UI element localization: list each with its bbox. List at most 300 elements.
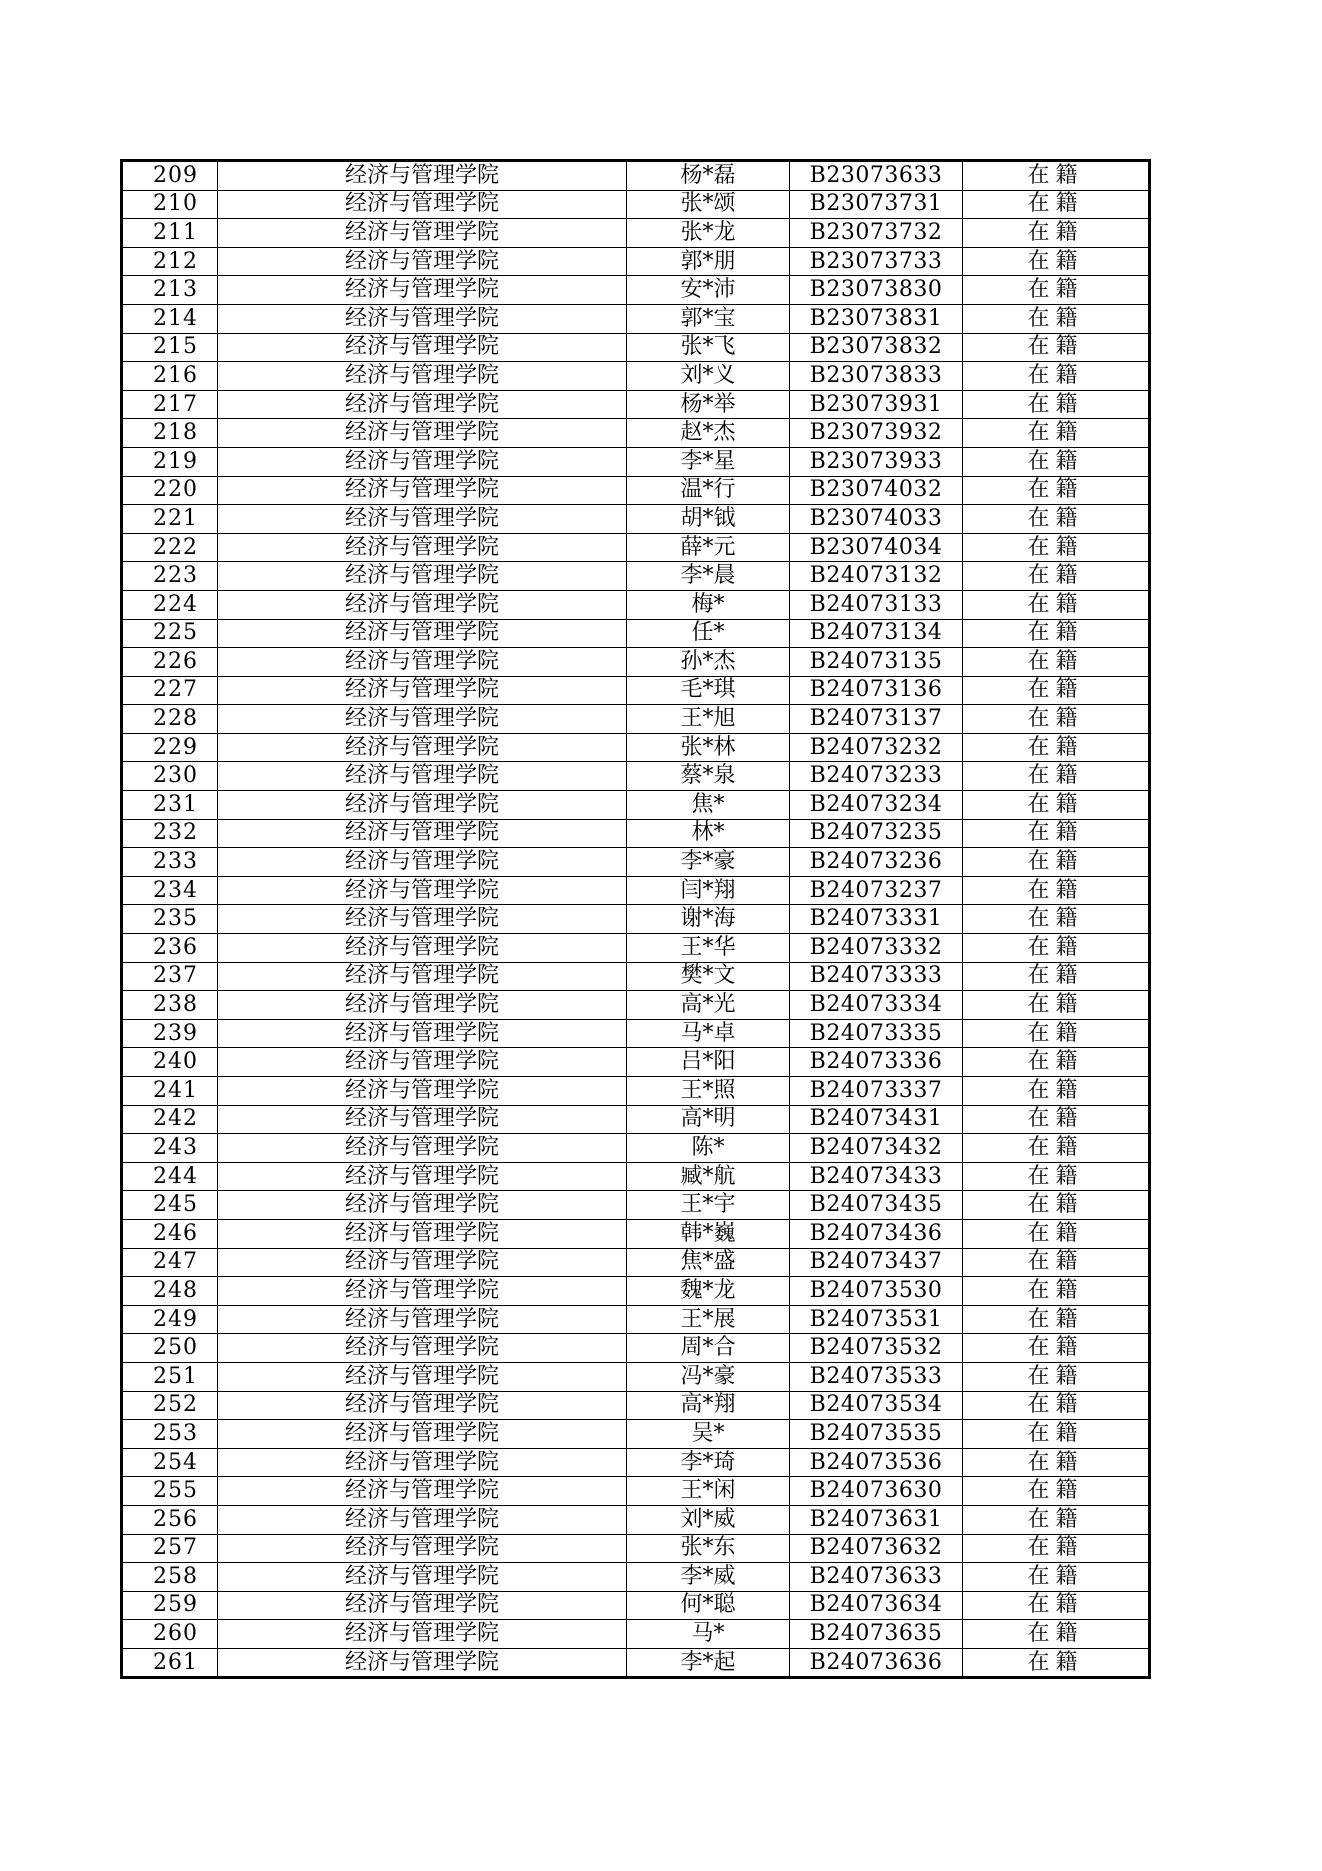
- enrollment-status-cell: 在籍: [963, 1477, 1150, 1506]
- student-name-cell: 张*东: [627, 1534, 790, 1563]
- enrollment-status-cell: 在籍: [963, 419, 1150, 448]
- student-id-cell: B23074034: [790, 533, 963, 562]
- row-number-cell: 229: [122, 733, 218, 762]
- student-name-cell: 刘*义: [627, 362, 790, 391]
- student-name-cell: 李*琦: [627, 1448, 790, 1477]
- student-id-cell: B24073136: [790, 676, 963, 705]
- row-number-cell: 220: [122, 476, 218, 505]
- student-id-cell: B24073334: [790, 991, 963, 1020]
- row-number-cell: 212: [122, 247, 218, 276]
- row-number-cell: 234: [122, 876, 218, 905]
- college-cell: 经济与管理学院: [218, 447, 627, 476]
- student-name-cell: 张*颂: [627, 190, 790, 219]
- row-number-cell: 219: [122, 447, 218, 476]
- college-cell: 经济与管理学院: [218, 304, 627, 333]
- student-name-cell: 樊*文: [627, 962, 790, 991]
- student-id-cell: B24073133: [790, 590, 963, 619]
- enrollment-status-cell: 在籍: [963, 705, 1150, 734]
- student-id-cell: B24073437: [790, 1248, 963, 1277]
- enrollment-status-cell: 在籍: [963, 1534, 1150, 1563]
- row-number-cell: 209: [122, 161, 218, 191]
- table-row: [122, 962, 1150, 991]
- table-row: [122, 1591, 1150, 1620]
- student-name-cell: 冯*豪: [627, 1362, 790, 1391]
- college-cell: 经济与管理学院: [218, 848, 627, 877]
- row-number-cell: 240: [122, 1048, 218, 1077]
- row-number-cell: 246: [122, 1219, 218, 1248]
- student-name-cell: 魏*龙: [627, 1277, 790, 1306]
- student-id-cell: B24073337: [790, 1077, 963, 1106]
- college-cell: 经济与管理学院: [218, 1391, 627, 1420]
- table-row: [122, 648, 1150, 677]
- table-row: [122, 905, 1150, 934]
- table-row: [122, 934, 1150, 963]
- enrollment-status-cell: 在籍: [963, 1648, 1150, 1678]
- row-number-cell: 215: [122, 333, 218, 362]
- student-name-cell: 胡*钺: [627, 505, 790, 534]
- enrollment-status-cell: 在籍: [963, 562, 1150, 591]
- college-cell: 经济与管理学院: [218, 562, 627, 591]
- college-cell: 经济与管理学院: [218, 1248, 627, 1277]
- student-id-cell: B24073232: [790, 733, 963, 762]
- table-row: [122, 1191, 1150, 1220]
- enrollment-status-cell: 在籍: [963, 1191, 1150, 1220]
- enrollment-status-cell: 在籍: [963, 1591, 1150, 1620]
- table-row: [122, 705, 1150, 734]
- college-cell: 经济与管理学院: [218, 1334, 627, 1363]
- row-number-cell: 257: [122, 1534, 218, 1563]
- student-id-cell: B24073335: [790, 1019, 963, 1048]
- table-row: [122, 1277, 1150, 1306]
- student-name-cell: 王*宇: [627, 1191, 790, 1220]
- college-cell: 经济与管理学院: [218, 1162, 627, 1191]
- student-roster-table: [120, 159, 1151, 1679]
- table-row: [122, 447, 1150, 476]
- table-row: [122, 1563, 1150, 1592]
- table-row: [122, 590, 1150, 619]
- student-name-cell: 杨*磊: [627, 161, 790, 191]
- table-row: [122, 1134, 1150, 1163]
- student-id-cell: B23073931: [790, 390, 963, 419]
- college-cell: 经济与管理学院: [218, 1191, 627, 1220]
- row-number-cell: 236: [122, 934, 218, 963]
- student-name-cell: 陈*: [627, 1134, 790, 1163]
- student-name-cell: 王*华: [627, 934, 790, 963]
- student-id-cell: B24073431: [790, 1105, 963, 1134]
- college-cell: 经济与管理学院: [218, 419, 627, 448]
- college-cell: 经济与管理学院: [218, 648, 627, 677]
- student-name-cell: 任*: [627, 619, 790, 648]
- student-id-cell: B24073134: [790, 619, 963, 648]
- college-cell: 经济与管理学院: [218, 1563, 627, 1592]
- student-name-cell: 高*明: [627, 1105, 790, 1134]
- enrollment-status-cell: 在籍: [963, 648, 1150, 677]
- student-name-cell: 杨*举: [627, 390, 790, 419]
- college-cell: 经济与管理学院: [218, 791, 627, 820]
- row-number-cell: 256: [122, 1505, 218, 1534]
- college-cell: 经济与管理学院: [218, 533, 627, 562]
- student-id-cell: B23073733: [790, 247, 963, 276]
- row-number-cell: 247: [122, 1248, 218, 1277]
- enrollment-status-cell: 在籍: [963, 447, 1150, 476]
- enrollment-status-cell: 在籍: [963, 1448, 1150, 1477]
- student-name-cell: 王*闲: [627, 1477, 790, 1506]
- row-number-cell: 213: [122, 276, 218, 305]
- college-cell: 经济与管理学院: [218, 876, 627, 905]
- row-number-cell: 226: [122, 648, 218, 677]
- row-number-cell: 251: [122, 1362, 218, 1391]
- college-cell: 经济与管理学院: [218, 1591, 627, 1620]
- row-number-cell: 249: [122, 1305, 218, 1334]
- student-id-cell: B23073633: [790, 161, 963, 191]
- table-row: [122, 676, 1150, 705]
- enrollment-status-cell: 在籍: [963, 876, 1150, 905]
- college-cell: 经济与管理学院: [218, 1019, 627, 1048]
- enrollment-status-cell: 在籍: [963, 934, 1150, 963]
- enrollment-status-cell: 在籍: [963, 276, 1150, 305]
- row-number-cell: 214: [122, 304, 218, 333]
- enrollment-status-cell: 在籍: [963, 1420, 1150, 1449]
- table-row: [122, 1219, 1150, 1248]
- student-name-cell: 毛*琪: [627, 676, 790, 705]
- table-row: [122, 476, 1150, 505]
- student-name-cell: 王*展: [627, 1305, 790, 1334]
- row-number-cell: 253: [122, 1420, 218, 1449]
- student-id-cell: B24073432: [790, 1134, 963, 1163]
- student-id-cell: B24073533: [790, 1362, 963, 1391]
- table-row: [122, 1105, 1150, 1134]
- enrollment-status-cell: 在籍: [963, 762, 1150, 791]
- table-row: [122, 1620, 1150, 1649]
- table-row: [122, 190, 1150, 219]
- row-number-cell: 224: [122, 590, 218, 619]
- college-cell: 经济与管理学院: [218, 819, 627, 848]
- table-row: [122, 1019, 1150, 1048]
- college-cell: 经济与管理学院: [218, 1362, 627, 1391]
- table-row: [122, 1162, 1150, 1191]
- enrollment-status-cell: 在籍: [963, 1391, 1150, 1420]
- row-number-cell: 218: [122, 419, 218, 448]
- enrollment-status-cell: 在籍: [963, 1048, 1150, 1077]
- table-row: [122, 1420, 1150, 1449]
- enrollment-status-cell: 在籍: [963, 1505, 1150, 1534]
- table-row: [122, 1534, 1150, 1563]
- table-row: [122, 505, 1150, 534]
- student-id-cell: B24073333: [790, 962, 963, 991]
- college-cell: 经济与管理学院: [218, 190, 627, 219]
- table-row: [122, 333, 1150, 362]
- table-row: [122, 362, 1150, 391]
- student-id-cell: B24073235: [790, 819, 963, 848]
- student-id-cell: B24073236: [790, 848, 963, 877]
- student-name-cell: 周*合: [627, 1334, 790, 1363]
- table-row: [122, 1305, 1150, 1334]
- student-id-cell: B24073234: [790, 791, 963, 820]
- enrollment-status-cell: 在籍: [963, 962, 1150, 991]
- student-name-cell: 温*行: [627, 476, 790, 505]
- student-name-cell: 李*星: [627, 447, 790, 476]
- enrollment-status-cell: 在籍: [963, 733, 1150, 762]
- student-name-cell: 李*起: [627, 1648, 790, 1678]
- college-cell: 经济与管理学院: [218, 676, 627, 705]
- student-name-cell: 林*: [627, 819, 790, 848]
- college-cell: 经济与管理学院: [218, 1534, 627, 1563]
- college-cell: 经济与管理学院: [218, 333, 627, 362]
- table-row: [122, 161, 1150, 191]
- student-id-cell: B24073237: [790, 876, 963, 905]
- enrollment-status-cell: 在籍: [963, 505, 1150, 534]
- college-cell: 经济与管理学院: [218, 219, 627, 248]
- enrollment-status-cell: 在籍: [963, 1134, 1150, 1163]
- enrollment-status-cell: 在籍: [963, 819, 1150, 848]
- student-id-cell: B23074033: [790, 505, 963, 534]
- student-id-cell: B23073830: [790, 276, 963, 305]
- student-name-cell: 臧*航: [627, 1162, 790, 1191]
- row-number-cell: 222: [122, 533, 218, 562]
- table-row: [122, 1362, 1150, 1391]
- student-id-cell: B24073132: [790, 562, 963, 591]
- enrollment-status-cell: 在籍: [963, 1019, 1150, 1048]
- college-cell: 经济与管理学院: [218, 476, 627, 505]
- college-cell: 经济与管理学院: [218, 733, 627, 762]
- student-name-cell: 刘*威: [627, 1505, 790, 1534]
- student-name-cell: 焦*: [627, 791, 790, 820]
- enrollment-status-cell: 在籍: [963, 905, 1150, 934]
- college-cell: 经济与管理学院: [218, 762, 627, 791]
- college-cell: 经济与管理学院: [218, 390, 627, 419]
- row-number-cell: 242: [122, 1105, 218, 1134]
- college-cell: 经济与管理学院: [218, 934, 627, 963]
- row-number-cell: 230: [122, 762, 218, 791]
- student-id-cell: B23073933: [790, 447, 963, 476]
- row-number-cell: 228: [122, 705, 218, 734]
- college-cell: 经济与管理学院: [218, 1305, 627, 1334]
- enrollment-status-cell: 在籍: [963, 1248, 1150, 1277]
- table-row: [122, 619, 1150, 648]
- student-name-cell: 马*卓: [627, 1019, 790, 1048]
- student-id-cell: B24073634: [790, 1591, 963, 1620]
- college-cell: 经济与管理学院: [218, 247, 627, 276]
- table-row: [122, 1077, 1150, 1106]
- table-row: [122, 304, 1150, 333]
- student-id-cell: B23073932: [790, 419, 963, 448]
- row-number-cell: 248: [122, 1277, 218, 1306]
- row-number-cell: 216: [122, 362, 218, 391]
- college-cell: 经济与管理学院: [218, 362, 627, 391]
- enrollment-status-cell: 在籍: [963, 1077, 1150, 1106]
- student-name-cell: 李*豪: [627, 848, 790, 877]
- enrollment-status-cell: 在籍: [963, 676, 1150, 705]
- enrollment-status-cell: 在籍: [963, 219, 1150, 248]
- student-name-cell: 李*晨: [627, 562, 790, 591]
- table-row: [122, 419, 1150, 448]
- student-name-cell: 李*威: [627, 1563, 790, 1592]
- student-id-cell: B24073135: [790, 648, 963, 677]
- enrollment-status-cell: 在籍: [963, 1277, 1150, 1306]
- student-name-cell: 焦*盛: [627, 1248, 790, 1277]
- student-id-cell: B24073530: [790, 1277, 963, 1306]
- student-name-cell: 张*龙: [627, 219, 790, 248]
- row-number-cell: 225: [122, 619, 218, 648]
- college-cell: 经济与管理学院: [218, 1505, 627, 1534]
- table-row: [122, 276, 1150, 305]
- student-name-cell: 蔡*泉: [627, 762, 790, 791]
- student-id-cell: B24073331: [790, 905, 963, 934]
- enrollment-status-cell: 在籍: [963, 476, 1150, 505]
- college-cell: 经济与管理学院: [218, 1477, 627, 1506]
- table-row: [122, 762, 1150, 791]
- student-name-cell: 吴*: [627, 1420, 790, 1449]
- college-cell: 经济与管理学院: [218, 276, 627, 305]
- college-cell: 经济与管理学院: [218, 1219, 627, 1248]
- enrollment-status-cell: 在籍: [963, 1162, 1150, 1191]
- row-number-cell: 223: [122, 562, 218, 591]
- table-row: [122, 247, 1150, 276]
- college-cell: 经济与管理学院: [218, 505, 627, 534]
- college-cell: 经济与管理学院: [218, 1077, 627, 1106]
- enrollment-status-cell: 在籍: [963, 1563, 1150, 1592]
- student-id-cell: B24073535: [790, 1420, 963, 1449]
- row-number-cell: 252: [122, 1391, 218, 1420]
- row-number-cell: 260: [122, 1620, 218, 1649]
- row-number-cell: 232: [122, 819, 218, 848]
- student-id-cell: B23074032: [790, 476, 963, 505]
- table-row: [122, 390, 1150, 419]
- student-id-cell: B24073630: [790, 1477, 963, 1506]
- enrollment-status-cell: 在籍: [963, 1305, 1150, 1334]
- student-id-cell: B24073436: [790, 1219, 963, 1248]
- table-row: [122, 991, 1150, 1020]
- student-id-cell: B23073831: [790, 304, 963, 333]
- enrollment-status-cell: 在籍: [963, 991, 1150, 1020]
- row-number-cell: 250: [122, 1334, 218, 1363]
- row-number-cell: 255: [122, 1477, 218, 1506]
- enrollment-status-cell: 在籍: [963, 362, 1150, 391]
- row-number-cell: 221: [122, 505, 218, 534]
- enrollment-status-cell: 在籍: [963, 848, 1150, 877]
- student-name-cell: 安*沛: [627, 276, 790, 305]
- student-id-cell: B24073633: [790, 1563, 963, 1592]
- row-number-cell: 259: [122, 1591, 218, 1620]
- table-row: [122, 1505, 1150, 1534]
- college-cell: 经济与管理学院: [218, 1105, 627, 1134]
- college-cell: 经济与管理学院: [218, 1448, 627, 1477]
- student-id-cell: B24073631: [790, 1505, 963, 1534]
- student-name-cell: 张*飞: [627, 333, 790, 362]
- row-number-cell: 217: [122, 390, 218, 419]
- table-row: [122, 733, 1150, 762]
- enrollment-status-cell: 在籍: [963, 1105, 1150, 1134]
- student-name-cell: 王*照: [627, 1077, 790, 1106]
- college-cell: 经济与管理学院: [218, 1420, 627, 1449]
- college-cell: 经济与管理学院: [218, 991, 627, 1020]
- table-row: [122, 219, 1150, 248]
- student-name-cell: 马*: [627, 1620, 790, 1649]
- row-number-cell: 227: [122, 676, 218, 705]
- student-name-cell: 梅*: [627, 590, 790, 619]
- college-cell: 经济与管理学院: [218, 1048, 627, 1077]
- student-id-cell: B24073332: [790, 934, 963, 963]
- enrollment-status-cell: 在籍: [963, 1362, 1150, 1391]
- row-number-cell: 238: [122, 991, 218, 1020]
- enrollment-status-cell: 在籍: [963, 190, 1150, 219]
- table-row: [122, 819, 1150, 848]
- college-cell: 经济与管理学院: [218, 1648, 627, 1678]
- student-name-cell: 王*旭: [627, 705, 790, 734]
- row-number-cell: 237: [122, 962, 218, 991]
- student-id-cell: B24073433: [790, 1162, 963, 1191]
- enrollment-status-cell: 在籍: [963, 161, 1150, 191]
- enrollment-status-cell: 在籍: [963, 791, 1150, 820]
- student-name-cell: 郭*朋: [627, 247, 790, 276]
- row-number-cell: 231: [122, 791, 218, 820]
- table-row: [122, 1448, 1150, 1477]
- student-name-cell: 吕*阳: [627, 1048, 790, 1077]
- enrollment-status-cell: 在籍: [963, 1620, 1150, 1649]
- student-id-cell: B23073731: [790, 190, 963, 219]
- table-row: [122, 876, 1150, 905]
- row-number-cell: 241: [122, 1077, 218, 1106]
- enrollment-status-cell: 在籍: [963, 333, 1150, 362]
- enrollment-status-cell: 在籍: [963, 1334, 1150, 1363]
- table-row: [122, 791, 1150, 820]
- student-id-cell: B23073833: [790, 362, 963, 391]
- student-id-cell: B23073832: [790, 333, 963, 362]
- college-cell: 经济与管理学院: [218, 1277, 627, 1306]
- table-row: [122, 1334, 1150, 1363]
- student-id-cell: B24073233: [790, 762, 963, 791]
- enrollment-status-cell: 在籍: [963, 533, 1150, 562]
- enrollment-status-cell: 在籍: [963, 390, 1150, 419]
- student-name-cell: 孙*杰: [627, 648, 790, 677]
- student-id-cell: B24073336: [790, 1048, 963, 1077]
- student-name-cell: 高*翔: [627, 1391, 790, 1420]
- table-row: [122, 1048, 1150, 1077]
- college-cell: 经济与管理学院: [218, 590, 627, 619]
- row-number-cell: 254: [122, 1448, 218, 1477]
- enrollment-status-cell: 在籍: [963, 247, 1150, 276]
- row-number-cell: 243: [122, 1134, 218, 1163]
- student-id-cell: B24073137: [790, 705, 963, 734]
- student-name-cell: 闫*翔: [627, 876, 790, 905]
- row-number-cell: 261: [122, 1648, 218, 1678]
- row-number-cell: 244: [122, 1162, 218, 1191]
- student-name-cell: 谢*海: [627, 905, 790, 934]
- enrollment-status-cell: 在籍: [963, 619, 1150, 648]
- student-id-cell: B23073732: [790, 219, 963, 248]
- student-name-cell: 高*光: [627, 991, 790, 1020]
- table-row: [122, 1248, 1150, 1277]
- table-row: [122, 848, 1150, 877]
- row-number-cell: 233: [122, 848, 218, 877]
- college-cell: 经济与管理学院: [218, 1134, 627, 1163]
- student-id-cell: B24073536: [790, 1448, 963, 1477]
- student-id-cell: B24073632: [790, 1534, 963, 1563]
- row-number-cell: 258: [122, 1563, 218, 1592]
- table-row: [122, 1391, 1150, 1420]
- student-id-cell: B24073636: [790, 1648, 963, 1678]
- table-row: [122, 1648, 1150, 1678]
- row-number-cell: 239: [122, 1019, 218, 1048]
- college-cell: 经济与管理学院: [218, 962, 627, 991]
- roster-table-body: [122, 161, 1150, 1678]
- student-name-cell: 赵*杰: [627, 419, 790, 448]
- enrollment-status-cell: 在籍: [963, 590, 1150, 619]
- student-id-cell: B24073534: [790, 1391, 963, 1420]
- college-cell: 经济与管理学院: [218, 1620, 627, 1649]
- student-id-cell: B24073635: [790, 1620, 963, 1649]
- row-number-cell: 211: [122, 219, 218, 248]
